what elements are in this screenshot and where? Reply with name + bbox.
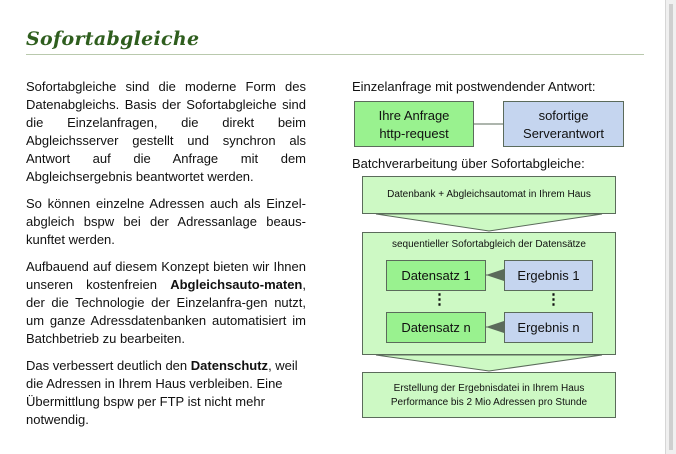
paragraph-intro: Sofortabgleiche sind die moderne Form des Datenabgleichs. Basis der Sofortabgleiche sind die Einzelanfragen, die direkt beim Abgleichsserver gestellt und synchron als Antwort auf die Anfrage mit dem Abgleichsergebnis beantwortet werden. [26, 79, 306, 184]
paragraph-automat-bold: Abgleichsauto-maten [170, 277, 303, 292]
database-box: Datenbank + Abgleichsautomat in Ihrem Haus [362, 176, 616, 214]
scrollbar-track[interactable] [669, 4, 673, 450]
paragraph-automat-post: , der die Technologie der Einzelanfra-gen nutzt, um ganze Adressdatenbanken automatisiert im Batchbetrieb zu bearbeiten. [26, 277, 306, 346]
paragraph-automat-pre: Aufbauend auf diesem Konzept bieten wir Ihnen unseren kostenfreien [26, 259, 306, 292]
paragraph-privacy-post: , weil die Adressen in Ihrem Haus verbleiben. Eine Übermittlung bspw per FTP ist nicht mehr notwendig. [26, 358, 298, 427]
page-title: Sofortabgleiche [26, 28, 200, 50]
paragraph-single-check: So können einzelne Adressen auch als Einzel-abgleich bspw bei der Adressanlage beaus-kunftet werden. [26, 196, 306, 247]
arrow-db-to-seq-icon [376, 214, 602, 231]
request-line2: http-request [379, 126, 449, 141]
paragraph-privacy-bold: Datenschutz [190, 358, 269, 373]
record-1-box: Datensatz 1 [386, 260, 486, 291]
ellipsis-records-icon: ⋮ [432, 291, 447, 308]
paragraph-privacy-pre: Das verbessert deutlich den [26, 358, 191, 373]
request-line1: Ihre Anfrage [378, 108, 450, 123]
ellipsis-results-icon: ⋮ [546, 291, 561, 308]
result-1-box: Ergebnis 1 [504, 260, 593, 291]
response-line1: sofortige [538, 108, 589, 123]
vertical-scrollbar[interactable] [665, 0, 676, 454]
result-file-line1: Erstellung der Ergebnisdatei in Ihrem Haus [393, 383, 585, 394]
sequential-label: sequentieller Sofortabgleich der Datensätze [391, 239, 586, 250]
batch-heading: Batchverarbeitung über Sofortabgleiche: [352, 156, 585, 171]
record-n-box: Datensatz n [386, 312, 486, 343]
arrow-seq-to-result-icon [376, 355, 602, 371]
single-request-heading: Einzelanfrage mit postwendender Antwort: [352, 79, 596, 94]
response-line2: Serverantwort [523, 126, 604, 141]
result-n-box: Ergebnis n [504, 312, 593, 343]
result-file-line2: Performance bis 2 Mio Adressen pro Stunde [390, 397, 588, 408]
